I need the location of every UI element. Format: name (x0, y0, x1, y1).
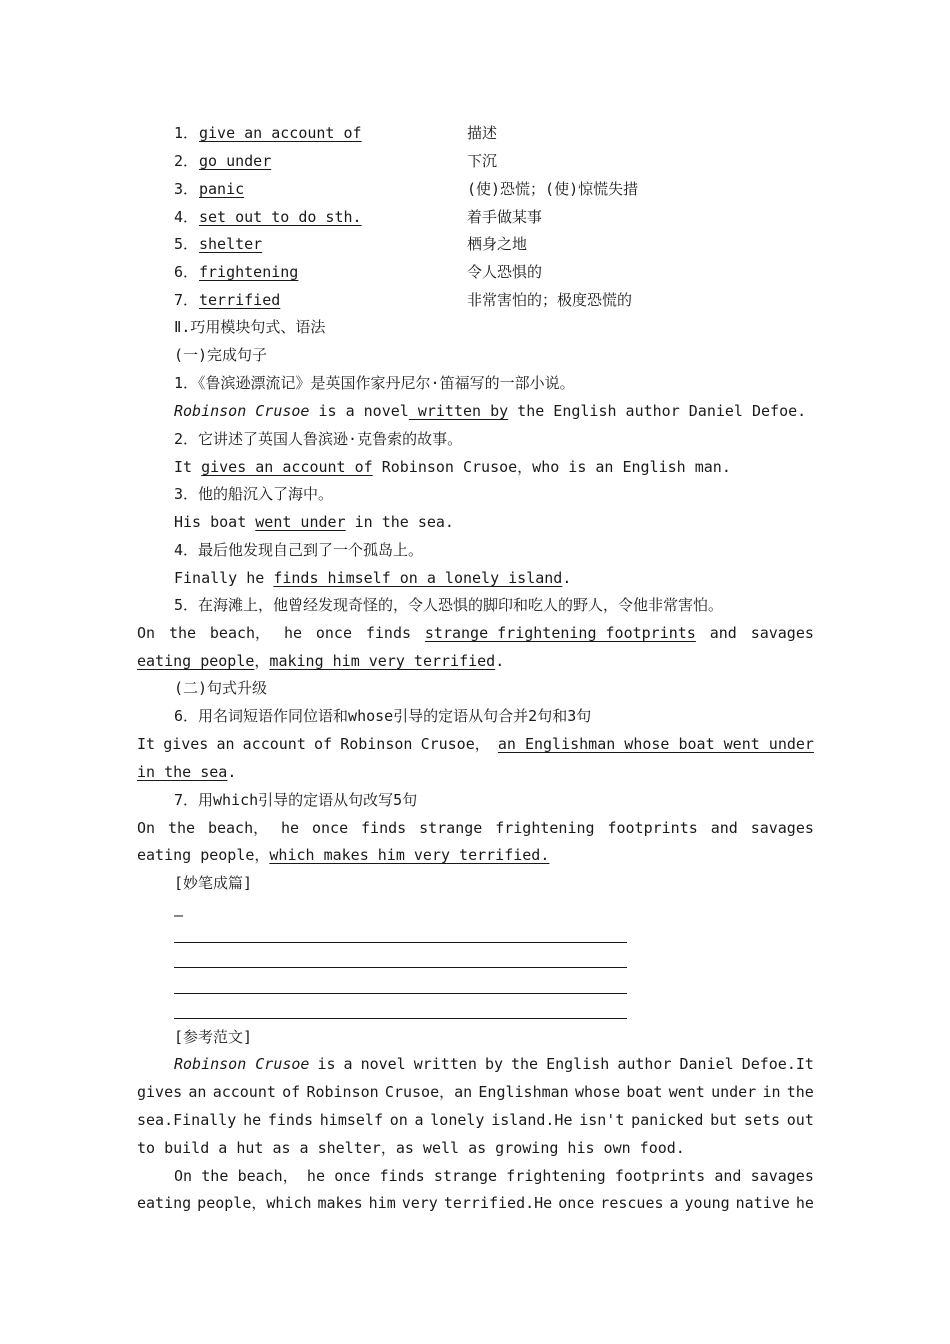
vocab-term: set out to do sth. (199, 208, 362, 226)
word: finds (361, 819, 407, 837)
writing-dash: – (174, 906, 184, 924)
word: him (368, 1194, 396, 1212)
word: savages (750, 819, 814, 837)
answer-blank: written by (408, 402, 509, 420)
word: and (709, 624, 737, 642)
word: boat (626, 1083, 663, 1101)
word: native (735, 1194, 790, 1212)
word: went (668, 1083, 705, 1101)
vocab-number: 1． (174, 124, 199, 142)
word: panicked (631, 1111, 704, 1129)
word: novel (360, 1055, 406, 1073)
text-fragment: ， (254, 652, 270, 670)
word: an (188, 1083, 207, 1101)
word: gives (163, 735, 209, 753)
sample-paragraph-1-line-2 (137, 1082, 814, 1102)
vocab-term: go under (199, 152, 272, 170)
word: footprints (607, 819, 698, 837)
word: footprints (614, 1167, 706, 1185)
word: On (174, 1167, 193, 1185)
word: he (283, 624, 302, 642)
writing-line (174, 1018, 627, 1019)
vocab-term: panic (199, 180, 245, 198)
section-title: Ⅱ.巧用模块句式、语法 (174, 318, 326, 336)
sample-paragraph-1-line-4: to build a hut as a shelter，as well as growing his own food. (137, 1139, 685, 1157)
writing-line (174, 993, 627, 994)
word: Defoe.It (741, 1055, 814, 1073)
word: written (413, 1055, 477, 1073)
word: beach， (209, 624, 271, 642)
word: himself (319, 1111, 383, 1129)
word: isn't (579, 1111, 625, 1129)
answer-blank: eating people (137, 652, 255, 670)
vocab-number: 6． (174, 263, 199, 281)
word: Crusoe，an (384, 1083, 473, 1101)
vocab-meaning: 栖身之地 (467, 235, 528, 253)
text-fragment: It (174, 458, 202, 476)
sentence-7-instruction: 7．用which引导的定语从句改写5句 (174, 791, 418, 809)
word: an (216, 735, 235, 753)
word: he (306, 1167, 325, 1185)
word: English (546, 1055, 610, 1073)
word: savages (750, 624, 814, 642)
word: very (401, 1194, 438, 1212)
answer-blank: making him very terrified (269, 652, 496, 670)
sentence-3-english (174, 512, 454, 532)
word: and (714, 1167, 742, 1185)
part-title-complete-sentences: (一)完成句子 (174, 346, 268, 364)
sample-paragraph-1-line-3 (137, 1110, 814, 1130)
answer-blank: which makes him very terrified. (269, 846, 550, 864)
sentence-6-english-line-1 (137, 734, 814, 754)
word: Daniel (679, 1055, 734, 1073)
word: the (786, 1083, 814, 1101)
sentence-7-english-line-1 (137, 818, 814, 838)
word: whose (574, 1083, 621, 1101)
word: savages (750, 1167, 814, 1185)
writing-section-title: [妙笔成篇] (174, 874, 253, 892)
word: once (334, 1167, 371, 1185)
sentence-4-chinese: 4．最后他发现自己到了一个孤岛上。 (174, 541, 424, 559)
sentence-5-english-line-2 (137, 651, 504, 671)
word: sea.Finally (137, 1111, 237, 1129)
vocab-number: 5． (174, 235, 199, 253)
vocab-number: 7． (174, 291, 199, 309)
sentence-1-english (174, 401, 806, 421)
sentence-6-english-line-2 (137, 762, 236, 782)
sentence-7-english-line-2 (137, 845, 549, 865)
word: on (389, 1111, 408, 1129)
word: strange (419, 819, 483, 837)
vocab-number: 4． (174, 208, 199, 226)
word: but (710, 1111, 738, 1129)
vocab-meaning: 描述 (467, 124, 498, 142)
text-fragment: His boat (174, 513, 256, 531)
text-fragment: eating people， (137, 846, 270, 864)
answer-blank: gives an account of (201, 458, 373, 476)
vocab-meaning: 非常害怕的；极度恐慌的 (467, 291, 633, 309)
word: Englishman (478, 1083, 569, 1101)
sample-paragraph-1-line-1 (174, 1054, 814, 1074)
text-fragment: . (562, 569, 572, 587)
sentence-1-chinese: 1．《鲁滨逊漂流记》是英国作家丹尼尔·笛福写的一部小说。 (174, 374, 575, 392)
word: eating (137, 1194, 192, 1212)
text-fragment: . (227, 763, 237, 781)
sentence-4-english (174, 568, 571, 588)
word: under (711, 1083, 757, 1101)
vocab-meaning: 令人恐惧的 (467, 263, 543, 281)
word: out (786, 1111, 814, 1129)
sentence-5-english-line-1 (137, 623, 814, 643)
word: finds (379, 1167, 425, 1185)
writing-line (174, 967, 627, 968)
word: account (212, 1083, 276, 1101)
answer-blank: went under (255, 513, 346, 531)
text-fragment: the English author Daniel Defoe. (508, 402, 807, 420)
text-fragment: . (495, 652, 505, 670)
word: makes (317, 1194, 363, 1212)
vocab-meaning: (使)恐慌；(使)惊慌失措 (467, 180, 639, 198)
text-fragment: Finally he (174, 569, 274, 587)
word: On (137, 819, 156, 837)
sentence-2-chinese: 2．它讲述了英国人鲁滨逊·克鲁索的故事。 (174, 430, 463, 448)
word: once (558, 1194, 595, 1212)
vocab-meaning: 着手做某事 (467, 208, 543, 226)
word: is (317, 1055, 336, 1073)
word: he (243, 1111, 262, 1129)
answer-blank: in the sea (137, 763, 228, 781)
vocab-term: shelter (199, 235, 263, 253)
text-fragment: Robinson Crusoe，who is an English man. (372, 458, 731, 476)
sample-paragraph-2-line-2 (137, 1193, 814, 1213)
word: finds (267, 1111, 314, 1129)
word: beach， (237, 1167, 298, 1185)
word: rescues (600, 1194, 664, 1212)
word: once (312, 819, 349, 837)
word: young (684, 1194, 730, 1212)
word: the (201, 1167, 229, 1185)
vocab-number: 2． (174, 152, 199, 170)
vocab-term: frightening (199, 263, 299, 281)
word: author (617, 1055, 672, 1073)
word: a (669, 1194, 679, 1212)
word: gives (137, 1083, 183, 1101)
word: frightening (506, 1167, 606, 1185)
text-fragment: is a novel (309, 402, 409, 420)
book-title: Robinson Crusoe (174, 1055, 310, 1073)
sentence-3-chinese: 3．他的船沉入了海中。 (174, 485, 334, 503)
part-title-sentence-upgrade: (二)句式升级 (174, 679, 268, 697)
word: he (795, 1194, 814, 1212)
word: a (414, 1111, 424, 1129)
book-title: Robinson Crusoe (174, 402, 310, 420)
word: terrified.He (443, 1194, 553, 1212)
sentence-5-chinese: 5．在海滩上，他曾经发现奇怪的，令人恐惧的脚印和吃人的野人，令他非常害怕。 (174, 596, 724, 614)
word: people，which (197, 1194, 312, 1212)
word: the (511, 1055, 539, 1073)
word: sets (743, 1111, 781, 1129)
vocab-meaning: 下沉 (467, 152, 498, 170)
word: Robinson (306, 1083, 379, 1101)
word: he (281, 819, 300, 837)
word: beach， (207, 819, 269, 837)
answer-blank: finds himself on a lonely island (273, 569, 563, 587)
word: Crusoe， (420, 735, 490, 753)
word: a (343, 1055, 353, 1073)
sample-paragraph-2-line-1 (174, 1166, 814, 1186)
answer-blank: an Englishman whose boat went under (497, 735, 814, 753)
vocab-term: give an account of (199, 124, 362, 142)
word: finds (365, 624, 412, 642)
word: frightening (495, 819, 595, 837)
vocab-number: 3． (174, 180, 199, 198)
word: strange (433, 1167, 498, 1185)
word: the (168, 624, 197, 642)
sentence-6-instruction: 6．用名词短语作同位语和whose引导的定语从句合并2句和3句 (174, 707, 592, 725)
word: of (314, 735, 333, 753)
word: On (137, 624, 156, 642)
word: in (762, 1083, 781, 1101)
word: account (242, 735, 306, 753)
word: the (167, 819, 196, 837)
word: island.He (491, 1111, 573, 1129)
text-fragment: in the sea. (345, 513, 454, 531)
word: once (315, 624, 352, 642)
vocab-term: terrified (199, 291, 281, 309)
writing-line (174, 942, 627, 943)
answer-blank: strange frightening footprints (424, 624, 696, 642)
word: lonely (430, 1111, 485, 1129)
word: by (484, 1055, 503, 1073)
word: and (710, 819, 738, 837)
sample-essay-title: [参考范文] (174, 1028, 253, 1046)
word: of (282, 1083, 301, 1101)
sentence-2-english (174, 457, 731, 477)
word: Robinson (340, 735, 413, 753)
word: It (137, 735, 156, 753)
